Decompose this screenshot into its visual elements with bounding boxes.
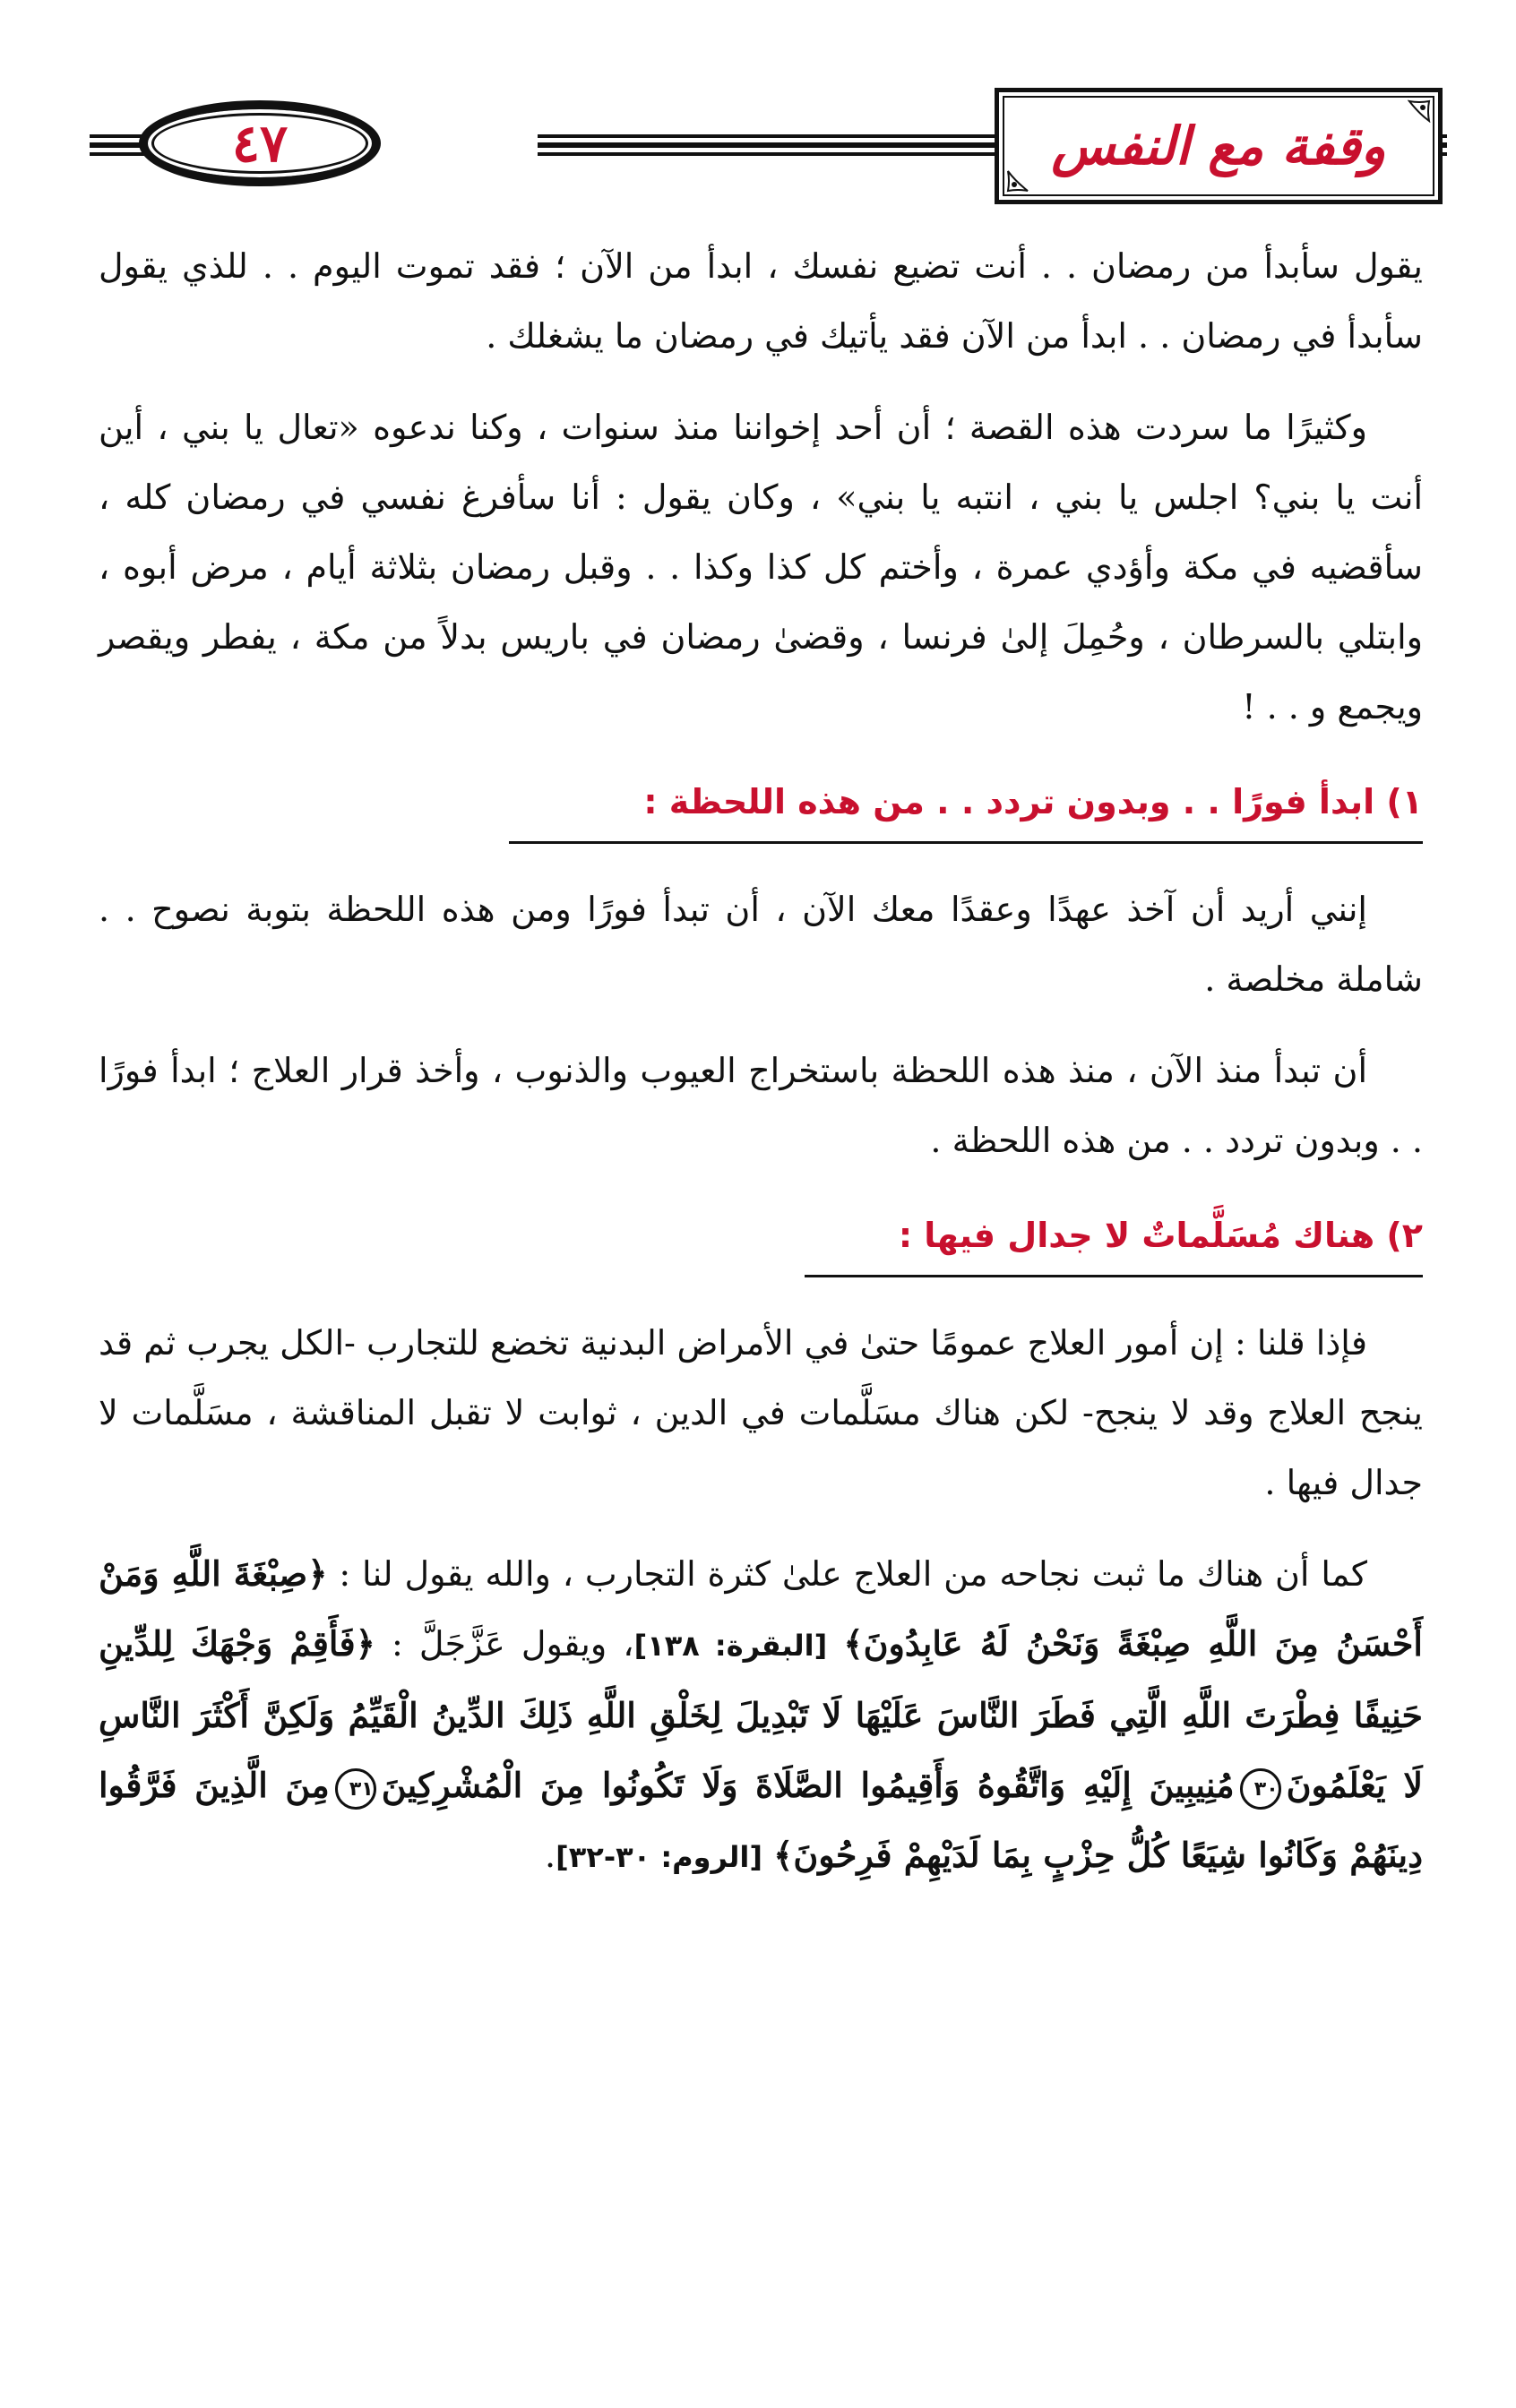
corner-ornament-icon: [1006, 169, 1029, 193]
quran-verse-rum-30: فَأَقِمْ وَجْهَكَ لِلدِّينِ حَنِيفًا فِطْرَتَ اللَّهِ الَّتِي فَطَرَ النَّاسَ عَلَيْهَا لَا تَبْدِيلَ لِخَلْقِ اللَّهِ ذَلِكَ الدِّينُ الْقَيِّمُ وَلَكِنَّ أَكْثَرَ النَّاسِ لَا يَعْلَمُونَ: [99, 1623, 1423, 1805]
quran-bracket-close: ﴾: [773, 1835, 794, 1875]
quran-bracket-open: ﴿: [307, 1553, 328, 1594]
ayah-number-marker: ٣١: [335, 1768, 376, 1810]
paragraph-3: إنني أريد أن آخذ عهدًا وعقدًا معك الآن ، أن تبدأ فورًا ومن هذه اللحظة بتوبة نصوح . . شاملة مخلصة .: [99, 890, 1423, 999]
paragraph-6-intro: كما أن هناك ما ثبت نجاحه من العلاج علىٰ كثرة التجارب ، والله يقول لنا :: [339, 1554, 1367, 1594]
ayah-number-marker: ٣٠: [1240, 1768, 1281, 1810]
heading-underline: [509, 841, 1423, 844]
page-content: [99, 231, 1423, 1892]
paragraph-1: يقول سأبدأ من رمضان . . أنت تضيع نفسك ، ابدأ من الآن ؛ فقد تموت اليوم . . للذي يقول سأبدأ في رمضان . . ابدأ من الآن فقد يأتيك في رمضان ما يشغلك .: [99, 246, 1423, 356]
section-heading-1: [99, 772, 1423, 844]
paragraph-5: فإذا قلنا : إن أمور العلاج عمومًا حتىٰ في الأمراض البدنية تخضع للتجارب -الكل يجرب ثم قد ينجح العلاج وقد لا ينجح- لكن هناك مسَلَّمات في الدين ، ثوابت لا تقبل المناقشة ، مسَلَّمات لا جدال فيها .: [99, 1323, 1423, 1502]
heading-underline: [805, 1275, 1423, 1277]
quran-bracket-close: ﴾: [843, 1623, 864, 1664]
corner-ornament-icon: [1408, 99, 1431, 123]
section-heading-1-text: ١) ابدأ فورًا . . وبدون تردد . . من هذه اللحظة :: [643, 782, 1423, 821]
paragraph-4: أن تبدأ منذ الآن ، منذ هذه اللحظة باستخراج العيوب والذنوب ، وأخذ قرار العلاج ؛ ابدأ فورًا . . وبدون تردد . . من هذه اللحظة .: [99, 1051, 1423, 1160]
page-number-oval: [139, 100, 381, 186]
section-heading-2-text: ٢) هناك مُسَلَّماتٌ لا جدال فيها :: [898, 1216, 1423, 1255]
paragraph-6-mid: ، ويقول عَزَّجَلَّ :: [391, 1624, 634, 1664]
page-header: [90, 88, 1443, 213]
quran-verse-baqarah-138: صِبْغَةَ اللَّهِ وَمَنْ أَحْسَنُ مِنَ اللَّهِ صِبْغَةً وَنَحْنُ لَهُ عَابِدُونَ: [99, 1553, 1423, 1664]
section-heading-2: [99, 1206, 1423, 1277]
verse-reference-2: [الروم: ٣٠-٣٢]: [556, 1840, 762, 1874]
quran-bracket-open: ﴿: [355, 1623, 375, 1664]
paragraph-6-end: .: [545, 1836, 556, 1875]
book-title-box: [995, 88, 1443, 204]
verse-reference-1: [البقرة: ١٣٨]: [633, 1629, 828, 1663]
paragraph-2: وكثيرًا ما سردت هذه القصة ؛ أن أحد إخواننا منذ سنوات ، وكنا ندعوه «تعال يا بني ، أين أنت يا بني؟ اجلس يا بني ، انتبه يا بني» ، وكان يقول : أنا سأفرغ نفسي في رمضان كله ، سأقضيه في مكة وأؤدي عمرة ، وأختم كل كذا وكذا . . وقبل رمضان بثلاثة أيام ، مرض أبوه ، وابتلي بالسرطان ، وحُمِلَ إلىٰ فرنسا ، وقضىٰ رمضان في باريس بدلاً من مكة ، يفطر ويقصر ويجمع و . . !: [99, 408, 1423, 727]
quran-verse-rum-32: مِنَ الَّذِينَ فَرَّقُوا دِينَهُمْ وَكَانُوا شِيَعًا كُلُّ حِزْبٍ بِمَا لَدَيْهِمْ فَرِحُونَ: [99, 1765, 1423, 1875]
page-number: ٤٧: [231, 113, 289, 174]
paragraph-6: [99, 1539, 1423, 1892]
book-title: وقفة مع النفس: [1051, 116, 1386, 176]
quran-verse-rum-31: مُنِيبِينَ إِلَيْهِ وَاتَّقُوهُ وَأَقِيمُوا الصَّلَاةَ وَلَا تَكُونُوا مِنَ الْمُشْرِكِينَ: [381, 1765, 1235, 1805]
